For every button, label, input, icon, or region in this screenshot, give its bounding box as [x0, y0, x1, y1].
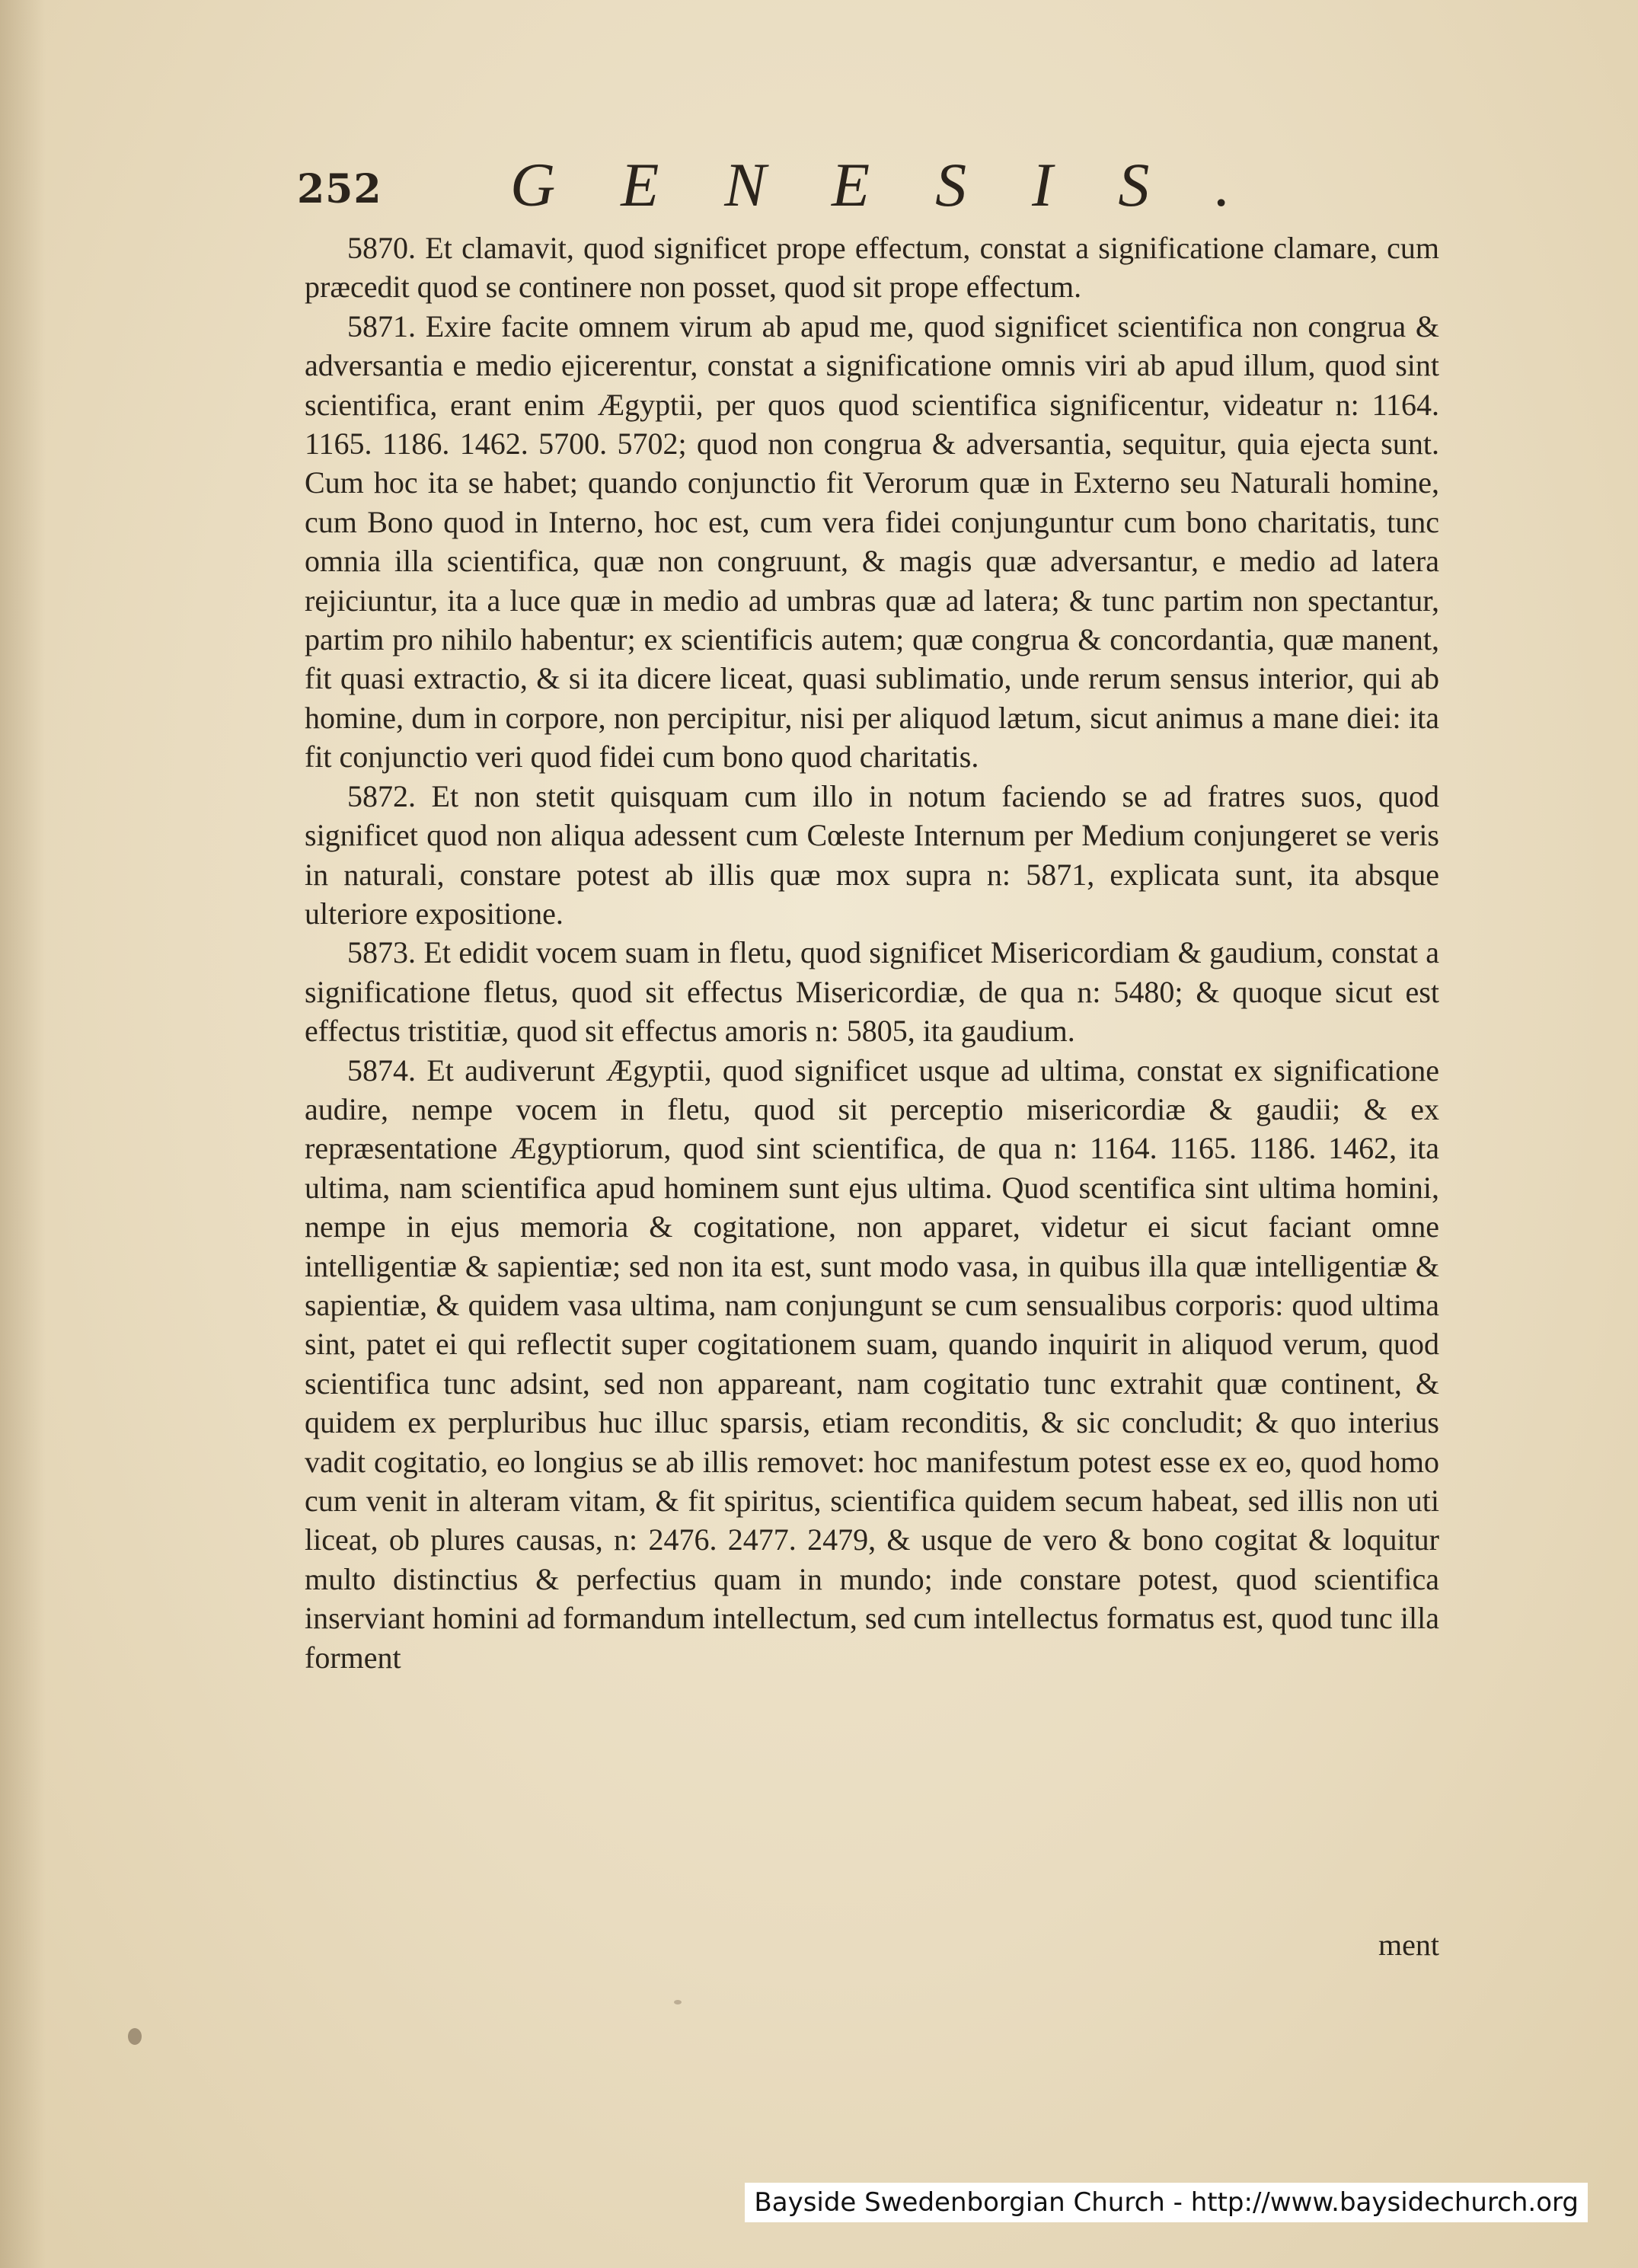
page-header: [297, 149, 1454, 233]
body-text: [305, 228, 1439, 1677]
ink-speck: [674, 2000, 682, 2004]
ink-smudge: [128, 2028, 142, 2045]
paragraph-5874: 5874. Et audiverunt Ægyptii, quod significet usque ad ultima, constat ex significatione audire, nempe vocem in fletu, quod sit perceptio misericordiæ & gaudii; & ex repræsentatione Ægyptiorum, quod sint scientifica, de qua n: 1164. 1165. 1186. 1462, ita ultima, nam scientifica apud hominem sunt ejus ultima. Quod scentifica sint ultima homini, nempe in ejus memoria & cogitatione, non apparet, videtur ei sicut faciant omne intelligentiæ & sapientiæ; sed non ita est, sunt modo vasa, in quibus illa quæ intelligentiæ & sapientiæ, & quidem vasa ultima, nam conjungunt se cum sensualibus corporis: quod ultima sint, patet ei qui reflectit super cogitationem suam, quando inquirit in aliquod verum, quod scientifica tunc adsint, sed non appareant, nam cogitatio tunc extrahit quæ continent, & quidem ex perpluribus huc illuc sparsis, etiam reconditis, & sic concludit; & quo interius vadit cogitatio, eo longius se ab illis removet: hoc manifestum potest esse ex eo, quod homo cum venit in alteram vitam, & fit spiritus, scientifica quidem secum habeat, sed illis non uti liceat, ob plures causas, n: 2476. 2477. 2479, & usque de vero & bono cogitat & loquitur multo distinctius & perfectius quam in mundo; inde constare potest, quod scientifica inserviant homini ad formandum intellectum, sed cum intellectus formatus est, quod tunc illa forment: [305, 1053, 1439, 1675]
paragraph-5871: 5871. Exire facite omnem virum ab apud me, quod significet scientifica non congrua & adversantia e medio ejicerentur, constat a significatione omnis viri ab apud illum, quod sint scientifica, erant enim Ægyptii, per quos quod scientifica significentur, videatur n: 1164. 1165. 1186. 1462. 5700. 5702; quod non congrua & adversantia, sequitur, quia ejecta sunt. Cum hoc ita se habet; quando conjunctio fit Verorum quæ in Externo seu Naturali homine, cum Bono quod in Interno, hoc est, cum vera fidei conjunguntur cum bono charitatis, tunc omnia illa scientifica, quæ non congruunt, & magis quæ adversantur, e medio ad latera rejiciuntur, ita a luce quæ in medio ad umbras quæ ad latera; & tunc partim non spectantur, partim pro nihilo habentur; ex scientificis autem; quæ congrua & concordantia, quæ manent, fit quasi extractio, & si ita dicere liceat, quasi sublimatio, unde rerum sensus interior, qui ab homine, dum in corpore, non percipitur, nisi per aliquod lætum, sicut animus a mane diei: ita fit conjunctio veri quod fidei cum bono quod charitatis.: [305, 308, 1439, 775]
page-number: 252: [297, 166, 382, 212]
catchword: ment: [1378, 1928, 1439, 1962]
source-credit-link[interactable]: Bayside Swedenborgian Church - http://www.baysidechurch.org: [745, 2183, 1588, 2222]
paragraph-5870: 5870. Et clamavit, quod significet prope effectum, constat a significatione clamare, cum præcedit quod se continere non posset, quod sit prope effectum.: [305, 231, 1439, 305]
running-title: GENESIS.: [510, 150, 1296, 219]
paragraph-5872: 5872. Et non stetit quisquam cum illo in notum faciendo se ad fratres suos, quod significet quod non aliqua adessent cum Cœleste Internum per Medium conjungeret se veris in naturali, constare potest ab illis quæ mox supra n: 5871, explicata sunt, ita absque ulteriore expositione.: [305, 778, 1439, 931]
paragraph-5873: 5873. Et edidit vocem suam in fletu, quod significet Misericordiam & gaudium, constat a significatione fletus, quod sit effectus Misericordiæ, de qua n: 5480; & quoque sicut est effectus tristitiæ, quod sit effectus amoris n: 5805, ita gaudium.: [305, 935, 1439, 1049]
